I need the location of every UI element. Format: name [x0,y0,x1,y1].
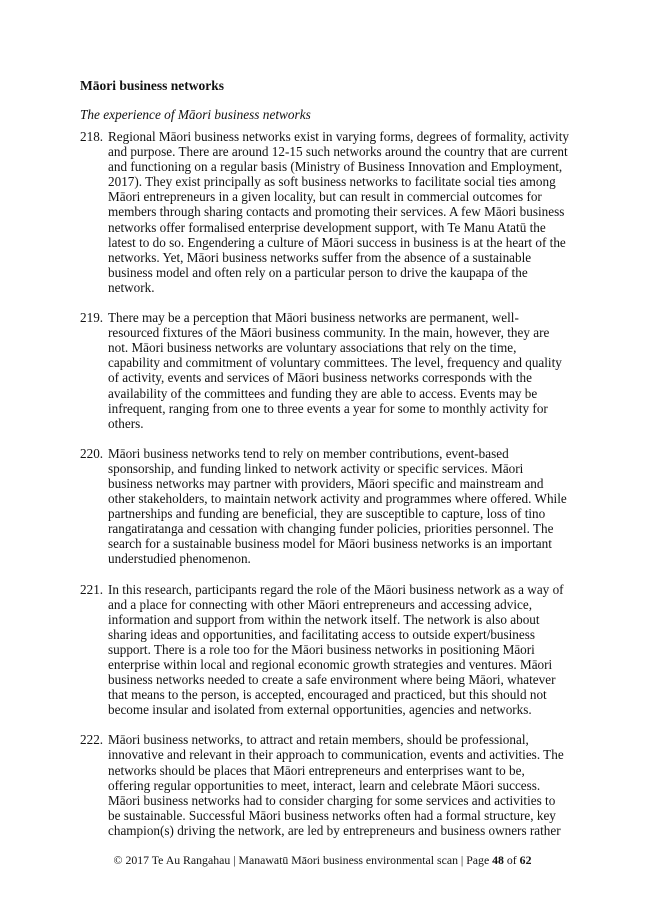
section-title: Māori business networks [80,78,225,93]
paragraph-text: Regional Māori business networks exist in varying forms, degrees of formality, activity and purpose. There are around 12-15 such networks around the country that are current and functioning on a regular basis (Ministry of Business Innovation and Employment, 2017). They exist principally as soft business networks to facilitate social ties among Māori entrepreneurs in a given locality, but can result in commercial outcomes for members through sharing contacts and promoting their services. A few Māori business networks offer formalised enterprise development support, with Te Manu Atatū the latest to do so. Engendering a culture of Māori success in business is at the heart of the networks. Yet, Māori business networks suffer from the absence of a sustainable business model and often rely on a particular person to drive the kaupapa of the network. [108,129,569,295]
footer-text: © 2017 Te Au Rangahau | Manawatū Māori business environmental scan | Page [113,853,493,867]
subsection-title: The experience of Māori business networks [80,107,311,122]
paragraph-220 [80,446,570,567]
paragraph-221 [80,582,570,718]
paragraph-number: 218. [80,129,104,144]
paragraph-text: Māori business networks, to attract and retain members, should be professional, innovative and relevant in their approach to communication, events and activities. The networks should be places that Māori entrepreneurs and enterprises want to be, offering regular opportunities to meet, interact, learn and celebrate Māori success. Māori business networks had to consider charging for some services and activities to be sustainable. Successful Māori business networks often had a formal structure, key champion(s) driving the network, are led by entrepreneurs and business owners rather [108,732,564,838]
paragraph-text: In this research, participants regard the role of the Māori business network as a way of and a place for connecting with other Māori entrepreneurs and accessing advice, information and support from within the network itself. The network is also about sharing ideas and opportunities, and facilitating access to outside expert/business support. There is a role too for the Māori business networks in positioning Māori enterprise within local and regional economic growth strategies and ventures. Māori business networks needed to create a safe environment where being Māori, whatever that means to the person, is accepted, encouraged and practiced, but this should not become insular and isolated from external opportunities, agencies and networks. [108,581,564,718]
paragraph-number: 219. [80,310,104,326]
paragraph-number: 222. [80,732,104,748]
paragraph-list [80,129,570,853]
footer-of: of [503,853,520,867]
paragraph-222 [80,732,570,838]
paragraph-219 [80,310,570,431]
footer-page-number: 48 [492,853,504,867]
footer-page-total: 62 [519,853,532,867]
page-footer [0,853,645,868]
paragraph-text: Māori business networks tend to rely on member contributions, event-based sponsorship, and funding linked to network activity or specific services. Māori business networks may partner with providers, Māori specific and mainstream and other stakeholders, to maintain network activity and programmes where offered. While partnerships and funding are beneficial, they are susceptible to capture, loss of tino rangatiratanga and cessation with changing funder policies, priorities personnel. The search for a sustainable business model for Māori business networks is an important understudied phenomenon. [108,445,567,567]
paragraph-number: 220. [80,445,104,461]
paragraph-text: There may be a perception that Māori business networks are permanent, well-resourced fixtures of the Māori business community. In the main, however, they are not. Māori business networks are voluntary associations that rely on the time, capability and commitment of voluntary committees. The level, frequency and quality of activity, events and services of Māori business networks corresponds with the availability of the committees and funding they are able to access. Events may be infrequent, ranging from one to three events a year for some to monthly activity for others. [108,310,562,431]
paragraph-218 [80,129,570,295]
paragraph-number: 221. [80,581,104,597]
